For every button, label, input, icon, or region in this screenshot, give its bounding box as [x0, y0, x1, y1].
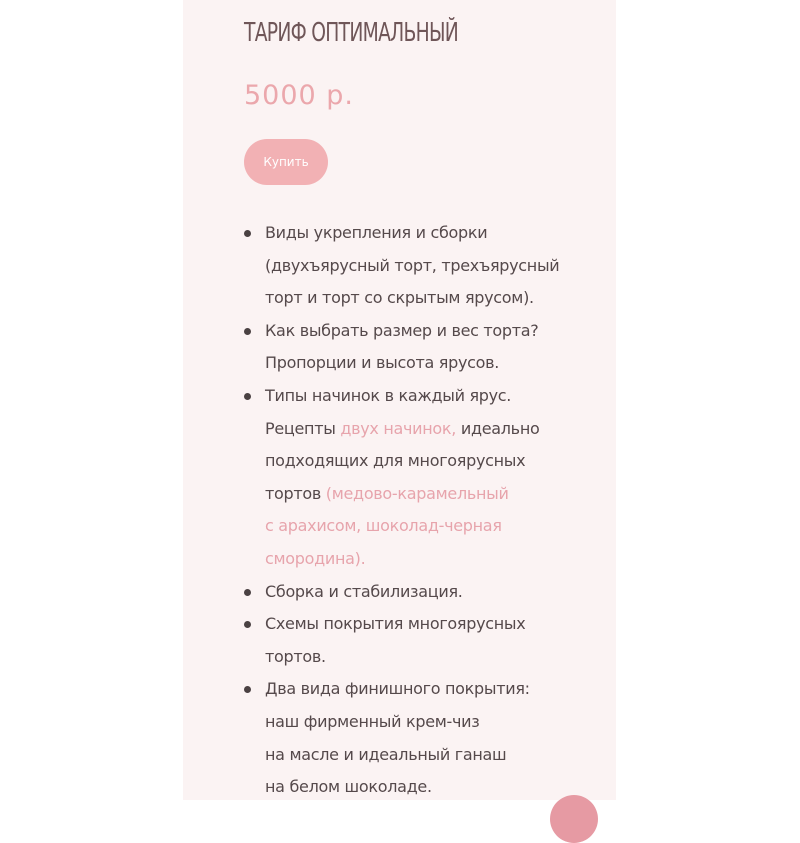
feature-line: на масле и идеальный ганаш	[265, 744, 507, 764]
feature-line	[265, 413, 604, 446]
tariff-title: ТАРИФ ОПТИМАЛЬНЫЙ	[244, 18, 459, 48]
tariff-card	[183, 0, 616, 800]
recipe-link[interactable]: двух начинок,	[340, 418, 457, 438]
feature-line: Сборка и стабилизация.	[265, 581, 463, 601]
feature-item	[244, 673, 604, 800]
feature-line: Как выбрать размер и вес торта?	[265, 320, 539, 340]
feature-list	[244, 217, 604, 800]
feature-line	[265, 478, 604, 511]
bullet-icon	[244, 589, 251, 596]
feature-line: на белом шоколаде.	[265, 777, 432, 797]
recipe-link[interactable]: с арахисом, шоколад-черная	[265, 516, 502, 536]
bullet-icon	[244, 230, 251, 237]
feature-text: идеально	[456, 418, 540, 438]
feature-item	[244, 608, 604, 673]
feature-text: Рецепты	[265, 418, 341, 438]
feature-line: подходящих для многоярусных	[265, 451, 526, 471]
recipe-link[interactable]: (медово-карамельный	[325, 483, 509, 503]
feature-line: Схемы покрытия многоярусных	[265, 614, 526, 634]
bullet-icon	[244, 328, 251, 335]
bullet-icon	[244, 621, 251, 628]
buy-button[interactable]: Купить	[244, 139, 328, 185]
feature-item	[244, 315, 604, 380]
feature-line: (двухъярусный торт, трехъярусный	[265, 255, 560, 275]
chat-fab-button[interactable]	[550, 795, 598, 843]
bullet-icon	[244, 393, 251, 400]
feature-line: Виды укрепления и сборки	[265, 223, 488, 242]
feature-line: Два вида финишного покрытия:	[265, 679, 530, 699]
feature-item	[244, 380, 604, 576]
feature-line	[265, 510, 604, 543]
feature-item	[244, 217, 604, 315]
feature-line: наш фирменный крем-чиз	[265, 711, 480, 731]
feature-line: тортов.	[265, 646, 326, 666]
tariff-price: 5000 р.	[244, 80, 355, 111]
bullet-icon	[244, 686, 251, 693]
feature-item	[244, 576, 604, 609]
feature-line: торт и торт со скрытым ярусом).	[265, 288, 534, 308]
feature-line: Типы начинок в каждый ярус.	[265, 385, 512, 405]
recipe-link[interactable]: смородина).	[265, 548, 366, 568]
feature-line: Пропорции и высота ярусов.	[265, 353, 500, 373]
feature-line	[265, 543, 604, 576]
feature-text: тортов	[265, 483, 326, 503]
